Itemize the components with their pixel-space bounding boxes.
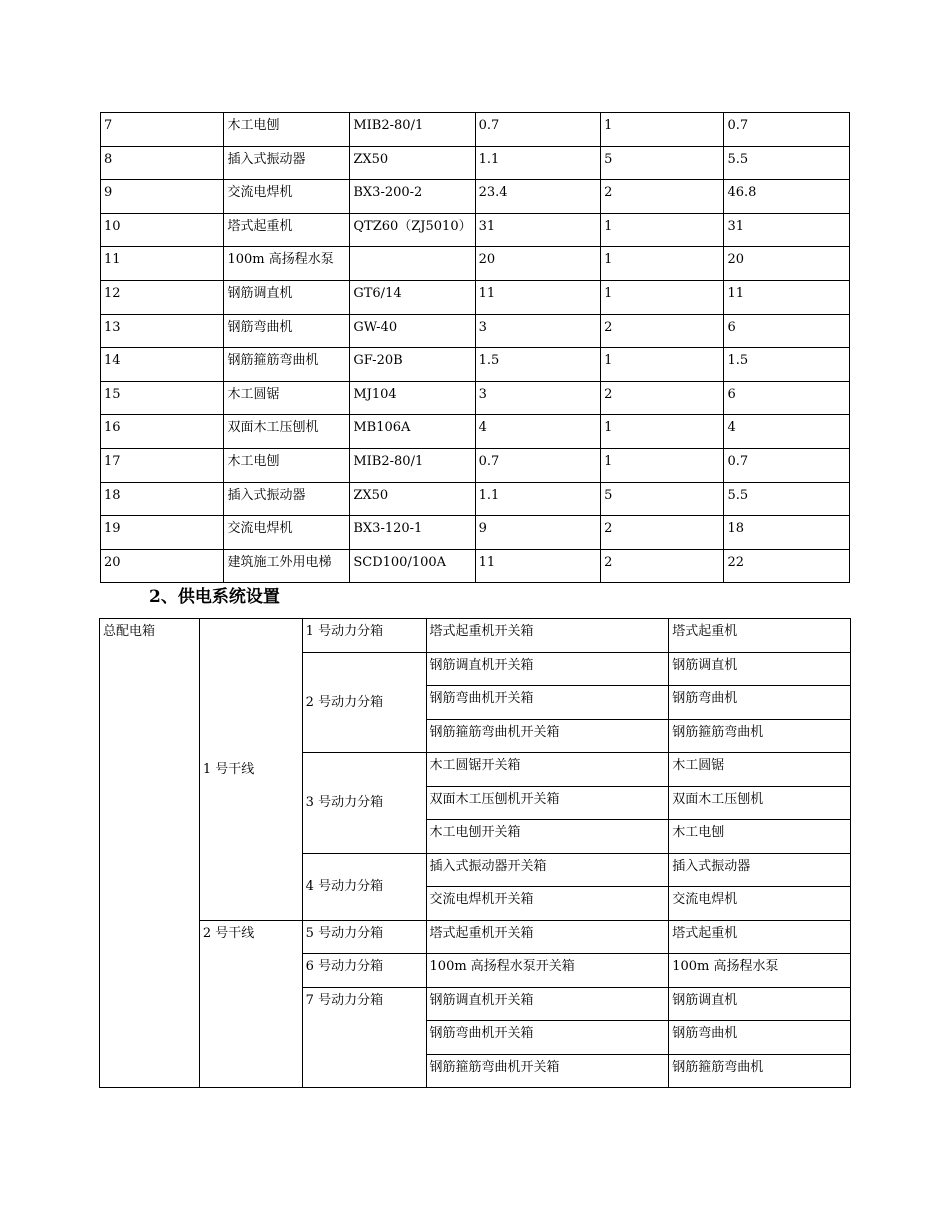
equipment-name: 塔式起重机 xyxy=(669,920,851,954)
equipment-name: 钢筋箍筋弯曲机 xyxy=(224,348,350,382)
switch-box: 木工电刨开关箱 xyxy=(426,820,669,854)
section-heading: 2、供电系统设置 xyxy=(149,587,280,607)
equipment-model: GF-20B xyxy=(350,348,475,382)
table-row xyxy=(100,920,851,954)
total-power: 6 xyxy=(724,381,850,415)
total-power: 31 xyxy=(724,213,850,247)
quantity: 2 xyxy=(601,516,724,550)
equipment-name: 木工电刨 xyxy=(224,113,350,147)
equipment-name: 交流电焊机 xyxy=(224,180,350,214)
equipment-number: 8 xyxy=(101,146,224,180)
equipment-name: 木工电刨 xyxy=(224,448,350,482)
table-row xyxy=(101,213,850,247)
main-distribution-box: 总配电箱 xyxy=(100,619,200,1088)
equipment-name: 插入式振动器 xyxy=(224,482,350,516)
equipment-name: 木工圆锯 xyxy=(669,753,851,787)
switch-box: 钢筋弯曲机开关箱 xyxy=(426,1021,669,1055)
table-row xyxy=(101,516,850,550)
switch-box: 钢筋弯曲机开关箱 xyxy=(426,686,669,720)
table-row xyxy=(101,247,850,281)
quantity: 1 xyxy=(601,247,724,281)
equipment-number: 9 xyxy=(101,180,224,214)
total-power: 0.7 xyxy=(724,448,850,482)
equipment-name: 塔式起重机 xyxy=(224,213,350,247)
quantity: 1 xyxy=(601,348,724,382)
table-row xyxy=(100,619,851,653)
total-power: 0.7 xyxy=(724,113,850,147)
table-row xyxy=(101,482,850,516)
switch-box: 交流电焊机开关箱 xyxy=(426,887,669,921)
equipment-name: 双面木工压刨机 xyxy=(224,415,350,449)
equipment-name: 建筑施工外用电梯 xyxy=(224,549,350,583)
equipment-name: 钢筋调直机 xyxy=(669,652,851,686)
total-power: 5.5 xyxy=(724,146,850,180)
equipment-name: 钢筋箍筋弯曲机 xyxy=(669,1054,851,1088)
equipment-model: QTZ60（ZJ5010） xyxy=(350,213,475,247)
equipment-name: 100m 高扬程水泵 xyxy=(669,954,851,988)
distribution-box-1: 1 号动力分箱 xyxy=(302,619,426,653)
trunk-line-1: 1 号干线 xyxy=(199,619,302,921)
equipment-name: 钢筋弯曲机 xyxy=(224,314,350,348)
switch-box: 钢筋调直机开关箱 xyxy=(426,987,669,1021)
equipment-number: 12 xyxy=(101,280,224,314)
quantity: 5 xyxy=(601,482,724,516)
quantity: 2 xyxy=(601,549,724,583)
quantity: 2 xyxy=(601,381,724,415)
quantity: 1 xyxy=(601,415,724,449)
equipment-model: BX3-200-2 xyxy=(350,180,475,214)
equipment-name: 钢筋弯曲机 xyxy=(669,686,851,720)
equipment-number: 14 xyxy=(101,348,224,382)
table-row xyxy=(101,314,850,348)
distribution-box-5: 5 号动力分箱 xyxy=(302,920,426,954)
equipment-name: 钢筋箍筋弯曲机 xyxy=(669,719,851,753)
unit-power: 1.1 xyxy=(475,146,600,180)
table-row xyxy=(101,381,850,415)
equipment-name: 插入式振动器 xyxy=(224,146,350,180)
quantity: 5 xyxy=(601,146,724,180)
unit-power: 9 xyxy=(475,516,600,550)
switch-box: 100m 高扬程水泵开关箱 xyxy=(426,954,669,988)
unit-power: 4 xyxy=(475,415,600,449)
unit-power: 1.1 xyxy=(475,482,600,516)
total-power: 5.5 xyxy=(724,482,850,516)
table-row xyxy=(101,180,850,214)
equipment-table-body xyxy=(101,113,850,583)
unit-power: 3 xyxy=(475,314,600,348)
equipment-number: 15 xyxy=(101,381,224,415)
switch-box: 塔式起重机开关箱 xyxy=(426,920,669,954)
equipment-model: BX3-120-1 xyxy=(350,516,475,550)
switch-box: 钢筋箍筋弯曲机开关箱 xyxy=(426,1054,669,1088)
equipment-number: 20 xyxy=(101,549,224,583)
equipment-number: 11 xyxy=(101,247,224,281)
equipment-model xyxy=(350,247,475,281)
table-row xyxy=(101,415,850,449)
total-power: 20 xyxy=(724,247,850,281)
switch-box: 木工圆锯开关箱 xyxy=(426,753,669,787)
quantity: 1 xyxy=(601,448,724,482)
quantity: 1 xyxy=(601,213,724,247)
equipment-model: GT6/14 xyxy=(350,280,475,314)
distribution-box-2: 2 号动力分箱 xyxy=(302,652,426,753)
equipment-model: MIB2-80/1 xyxy=(350,113,475,147)
unit-power: 11 xyxy=(475,280,600,314)
equipment-table xyxy=(100,112,850,583)
unit-power: 0.7 xyxy=(475,113,600,147)
switch-box: 塔式起重机开关箱 xyxy=(426,619,669,653)
total-power: 1.5 xyxy=(724,348,850,382)
table-row xyxy=(101,280,850,314)
total-power: 18 xyxy=(724,516,850,550)
total-power: 22 xyxy=(724,549,850,583)
equipment-name: 木工电刨 xyxy=(669,820,851,854)
equipment-model: MJ104 xyxy=(350,381,475,415)
equipment-model: MB106A xyxy=(350,415,475,449)
equipment-model: MIB2-80/1 xyxy=(350,448,475,482)
distribution-box-3: 3 号动力分箱 xyxy=(302,753,426,854)
switch-box: 钢筋箍筋弯曲机开关箱 xyxy=(426,719,669,753)
table-row xyxy=(101,549,850,583)
equipment-number: 18 xyxy=(101,482,224,516)
equipment-name: 交流电焊机 xyxy=(669,887,851,921)
equipment-name: 塔式起重机 xyxy=(669,619,851,653)
equipment-model: SCD100/100A xyxy=(350,549,475,583)
total-power: 6 xyxy=(724,314,850,348)
equipment-number: 10 xyxy=(101,213,224,247)
equipment-name: 钢筋调直机 xyxy=(669,987,851,1021)
unit-power: 20 xyxy=(475,247,600,281)
table-row xyxy=(101,348,850,382)
power-system-table xyxy=(99,618,851,1088)
equipment-name: 木工圆锯 xyxy=(224,381,350,415)
equipment-name: 100m 高扬程水泵 xyxy=(224,247,350,281)
switch-box: 钢筋调直机开关箱 xyxy=(426,652,669,686)
total-power: 11 xyxy=(724,280,850,314)
unit-power: 3 xyxy=(475,381,600,415)
quantity: 1 xyxy=(601,113,724,147)
distribution-box-7: 7 号动力分箱 xyxy=(302,987,426,1088)
quantity: 2 xyxy=(601,314,724,348)
equipment-number: 19 xyxy=(101,516,224,550)
table-row xyxy=(101,146,850,180)
distribution-box-6: 6 号动力分箱 xyxy=(302,954,426,988)
table-row xyxy=(101,113,850,147)
equipment-name: 交流电焊机 xyxy=(224,516,350,550)
equipment-number: 13 xyxy=(101,314,224,348)
equipment-number: 16 xyxy=(101,415,224,449)
equipment-model: ZX50 xyxy=(350,482,475,516)
equipment-name: 钢筋调直机 xyxy=(224,280,350,314)
equipment-name: 插入式振动器 xyxy=(669,853,851,887)
distribution-box-4: 4 号动力分箱 xyxy=(302,853,426,920)
unit-power: 0.7 xyxy=(475,448,600,482)
equipment-model: ZX50 xyxy=(350,146,475,180)
unit-power: 1.5 xyxy=(475,348,600,382)
trunk-line-2: 2 号干线 xyxy=(199,920,302,1088)
equipment-number: 7 xyxy=(101,113,224,147)
equipment-model: GW-40 xyxy=(350,314,475,348)
table-row xyxy=(101,448,850,482)
total-power: 46.8 xyxy=(724,180,850,214)
unit-power: 11 xyxy=(475,549,600,583)
equipment-number: 17 xyxy=(101,448,224,482)
quantity: 2 xyxy=(601,180,724,214)
equipment-name: 钢筋弯曲机 xyxy=(669,1021,851,1055)
switch-box: 双面木工压刨机开关箱 xyxy=(426,786,669,820)
unit-power: 23.4 xyxy=(475,180,600,214)
unit-power: 31 xyxy=(475,213,600,247)
quantity: 1 xyxy=(601,280,724,314)
switch-box: 插入式振动器开关箱 xyxy=(426,853,669,887)
total-power: 4 xyxy=(724,415,850,449)
equipment-name: 双面木工压刨机 xyxy=(669,786,851,820)
